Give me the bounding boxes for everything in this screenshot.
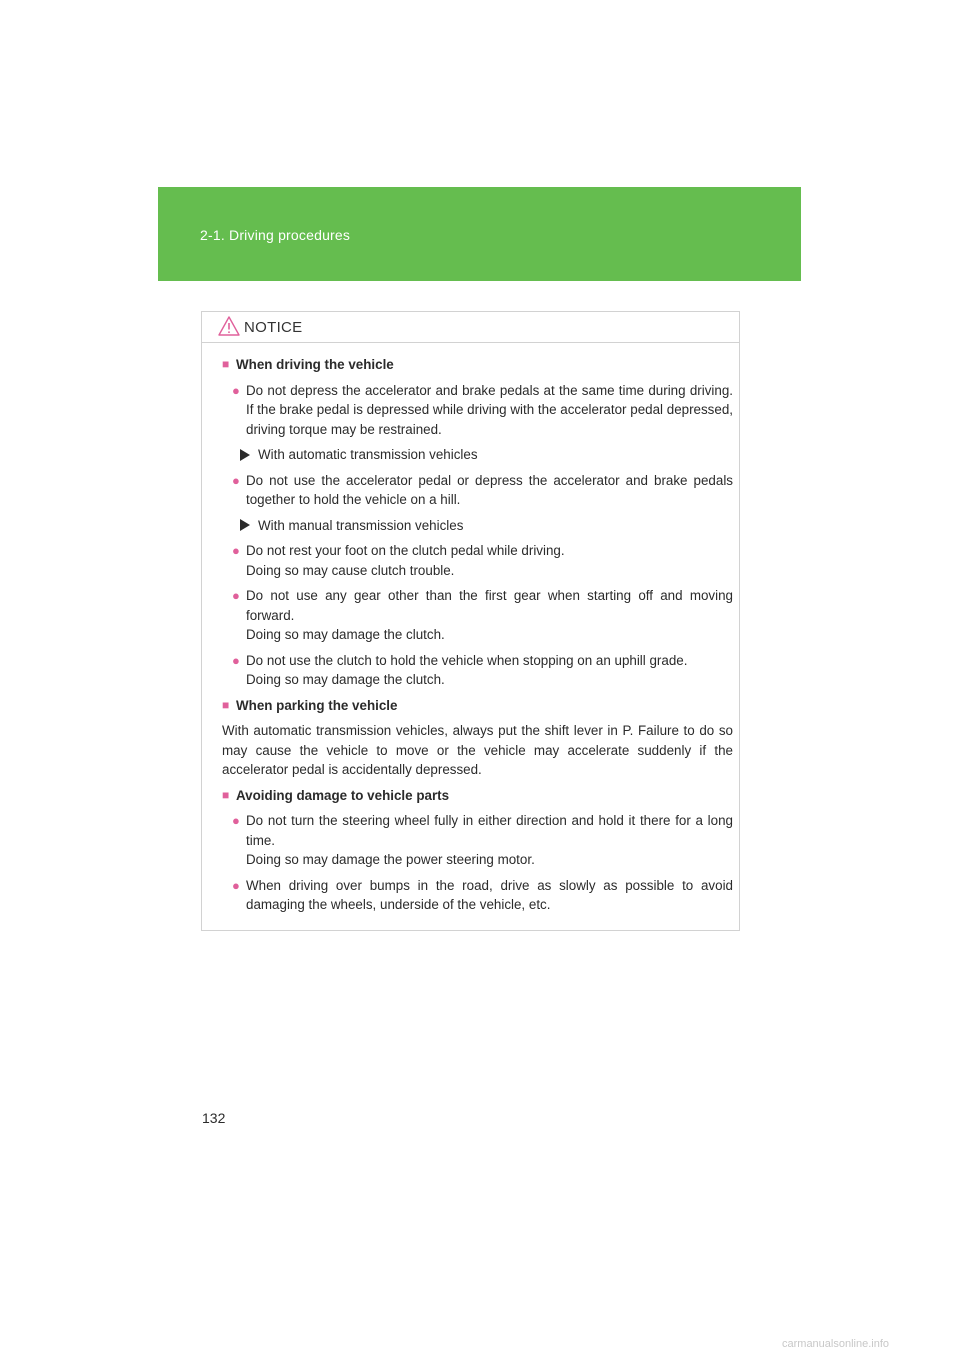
dot-bullet-icon: ● (232, 588, 240, 603)
condition-label: With manual transmission vehicles (240, 516, 733, 536)
list-item: ● Do not use any gear other than the first gear when starting off and moving forward. Doing so may damage the clutch. (232, 586, 733, 645)
watermark: carmanualsonline.info (782, 1338, 890, 1350)
dot-bullet-icon: ● (232, 543, 240, 558)
section-header-band (158, 187, 801, 281)
arrow-right-icon (240, 519, 250, 531)
list-item: ● Do not depress the accelerator and brake pedals at the same time during driving. If the brake pedal is depressed while driving with the accelerator pedal depressed, driving torque may be restrained. (232, 381, 733, 440)
square-bullet-icon: ■ (222, 697, 230, 712)
section-heading: ■ When driving the vehicle (222, 355, 733, 375)
notice-box (201, 311, 740, 931)
section-title: 2-1. Driving procedures (200, 227, 351, 243)
section-heading: ■ When parking the vehicle (222, 696, 733, 716)
warning-icon (218, 316, 240, 336)
page-number: 132 (202, 1110, 226, 1126)
condition-label: With automatic transmission vehicles (240, 445, 733, 465)
list-item: ● Do not use the accelerator pedal or depress the accelerator and brake pedals together to hold the vehicle on a hill. (232, 471, 733, 510)
dot-bullet-icon: ● (232, 472, 240, 488)
notice-title: NOTICE (244, 319, 303, 336)
section-heading: ■ Avoiding damage to vehicle parts (222, 786, 733, 806)
list-item: ● Do not turn the steering wheel fully in either direction and hold it there for a long time. Doing so may damage the power steering motor. (232, 811, 733, 870)
list-item: ● Do not use the clutch to hold the vehicle when stopping on an uphill grade. Doing so may damage the clutch. (232, 651, 733, 690)
notice-body (202, 343, 739, 915)
list-item: ● When driving over bumps in the road, drive as slowly as possible to avoid damaging the wheels, underside of the vehicle, etc. (232, 876, 733, 915)
square-bullet-icon: ■ (222, 357, 230, 371)
dot-bullet-icon: ● (232, 652, 240, 668)
arrow-right-icon (240, 449, 250, 461)
dot-bullet-icon: ● (232, 813, 240, 828)
dot-bullet-icon: ● (232, 877, 240, 893)
list-item: ● Do not rest your foot on the clutch pedal while driving. Doing so may cause clutch trouble. (232, 541, 733, 580)
dot-bullet-icon: ● (232, 382, 240, 398)
notice-header (202, 312, 739, 343)
paragraph: With automatic transmission vehicles, always put the shift lever in P. Failure to do so may cause the vehicle to move or the vehicle may accelerate suddenly if the accelerator pedal is accidentally depressed. (222, 723, 733, 777)
square-bullet-icon: ■ (222, 787, 230, 802)
